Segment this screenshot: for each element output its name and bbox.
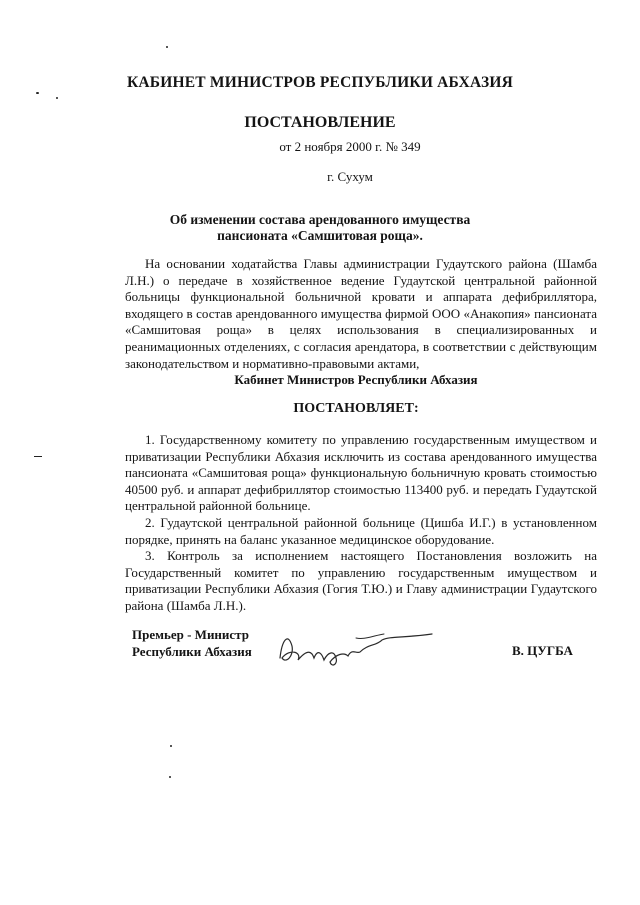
basis-paragraph: На основании ходатайства Главы администрации Гудаутского района (Шамба Л.Н.) о передаче в хозяйственное ведение Гудаутской центральной районной больницы функциональной больничной кровати и аппарата дефибриллятора, входящего в состав арендованного имущества фирмой ООО «Анакопия» пансионата «Самшитовая роща» в целях использования в специализированных и реанимационных отделениях, с согласия арендатора, в соответствии с действующим законодательством и нормативно-правовыми актами, (125, 256, 597, 371)
resolving-body: Кабинет Министров Республики Абхазия (234, 372, 478, 387)
subject-heading (0, 212, 640, 244)
scan-speck (170, 745, 172, 747)
signatory-title-line-1: Премьер - Министр (132, 627, 249, 642)
scan-speck (36, 92, 39, 94)
city: г. Сухум (327, 169, 373, 184)
resolution-items (125, 432, 597, 615)
issuing-authority: КАБИНЕТ МИНИСТРОВ РЕСПУБЛИКИ АБХАЗИЯ (126, 74, 514, 91)
handwritten-signature (272, 618, 442, 678)
signatory-title (132, 626, 252, 660)
resolution-item: 2. Гудаутской центральной районной больнице (Цишба И.Г.) в установленном порядке, принять на баланс указанное медицинское оборудование. (125, 514, 597, 547)
resolution-item: 3. Контроль за исполнением настоящего Постановления возложить на Государственный комитет по управлению государственным имуществом и приватизации Республики Абхазия (Гогия Т.Ю.) и Главу администрации Гудаутского района (Шамба Л.Н.). (125, 548, 597, 613)
signatory-title-line-2: Республики Абхазия (132, 644, 252, 659)
subject-line-1: Об изменении состава арендованного имущества (169, 212, 471, 227)
date-and-number: от 2 ноября 2000 г. № 349 (279, 139, 421, 154)
resolution-item: 1. Государственному комитету по управлению государственным имуществом и приватизации Республики Абхазия исключить из состава арендованного имущества пансионата «Самшитовая роща» функциональную больничную кровать стоимостью 40500 руб. и аппарат дефибриллятор стоимостью 113400 руб. и передать Гудаутской центральной районной больнице. (125, 432, 597, 514)
subject-line-2: пансионата «Самшитовая роща». (217, 228, 423, 243)
signatory-name: В. ЦУГБА (512, 643, 573, 658)
scan-speck (56, 97, 58, 99)
document-type: ПОСТАНОВЛЕНИЕ (244, 114, 396, 131)
scan-speck (166, 46, 168, 48)
scan-speck (169, 776, 171, 778)
resolves-heading: ПОСТАНОВЛЯЕТ: (293, 401, 419, 416)
scan-speck (34, 456, 42, 457)
